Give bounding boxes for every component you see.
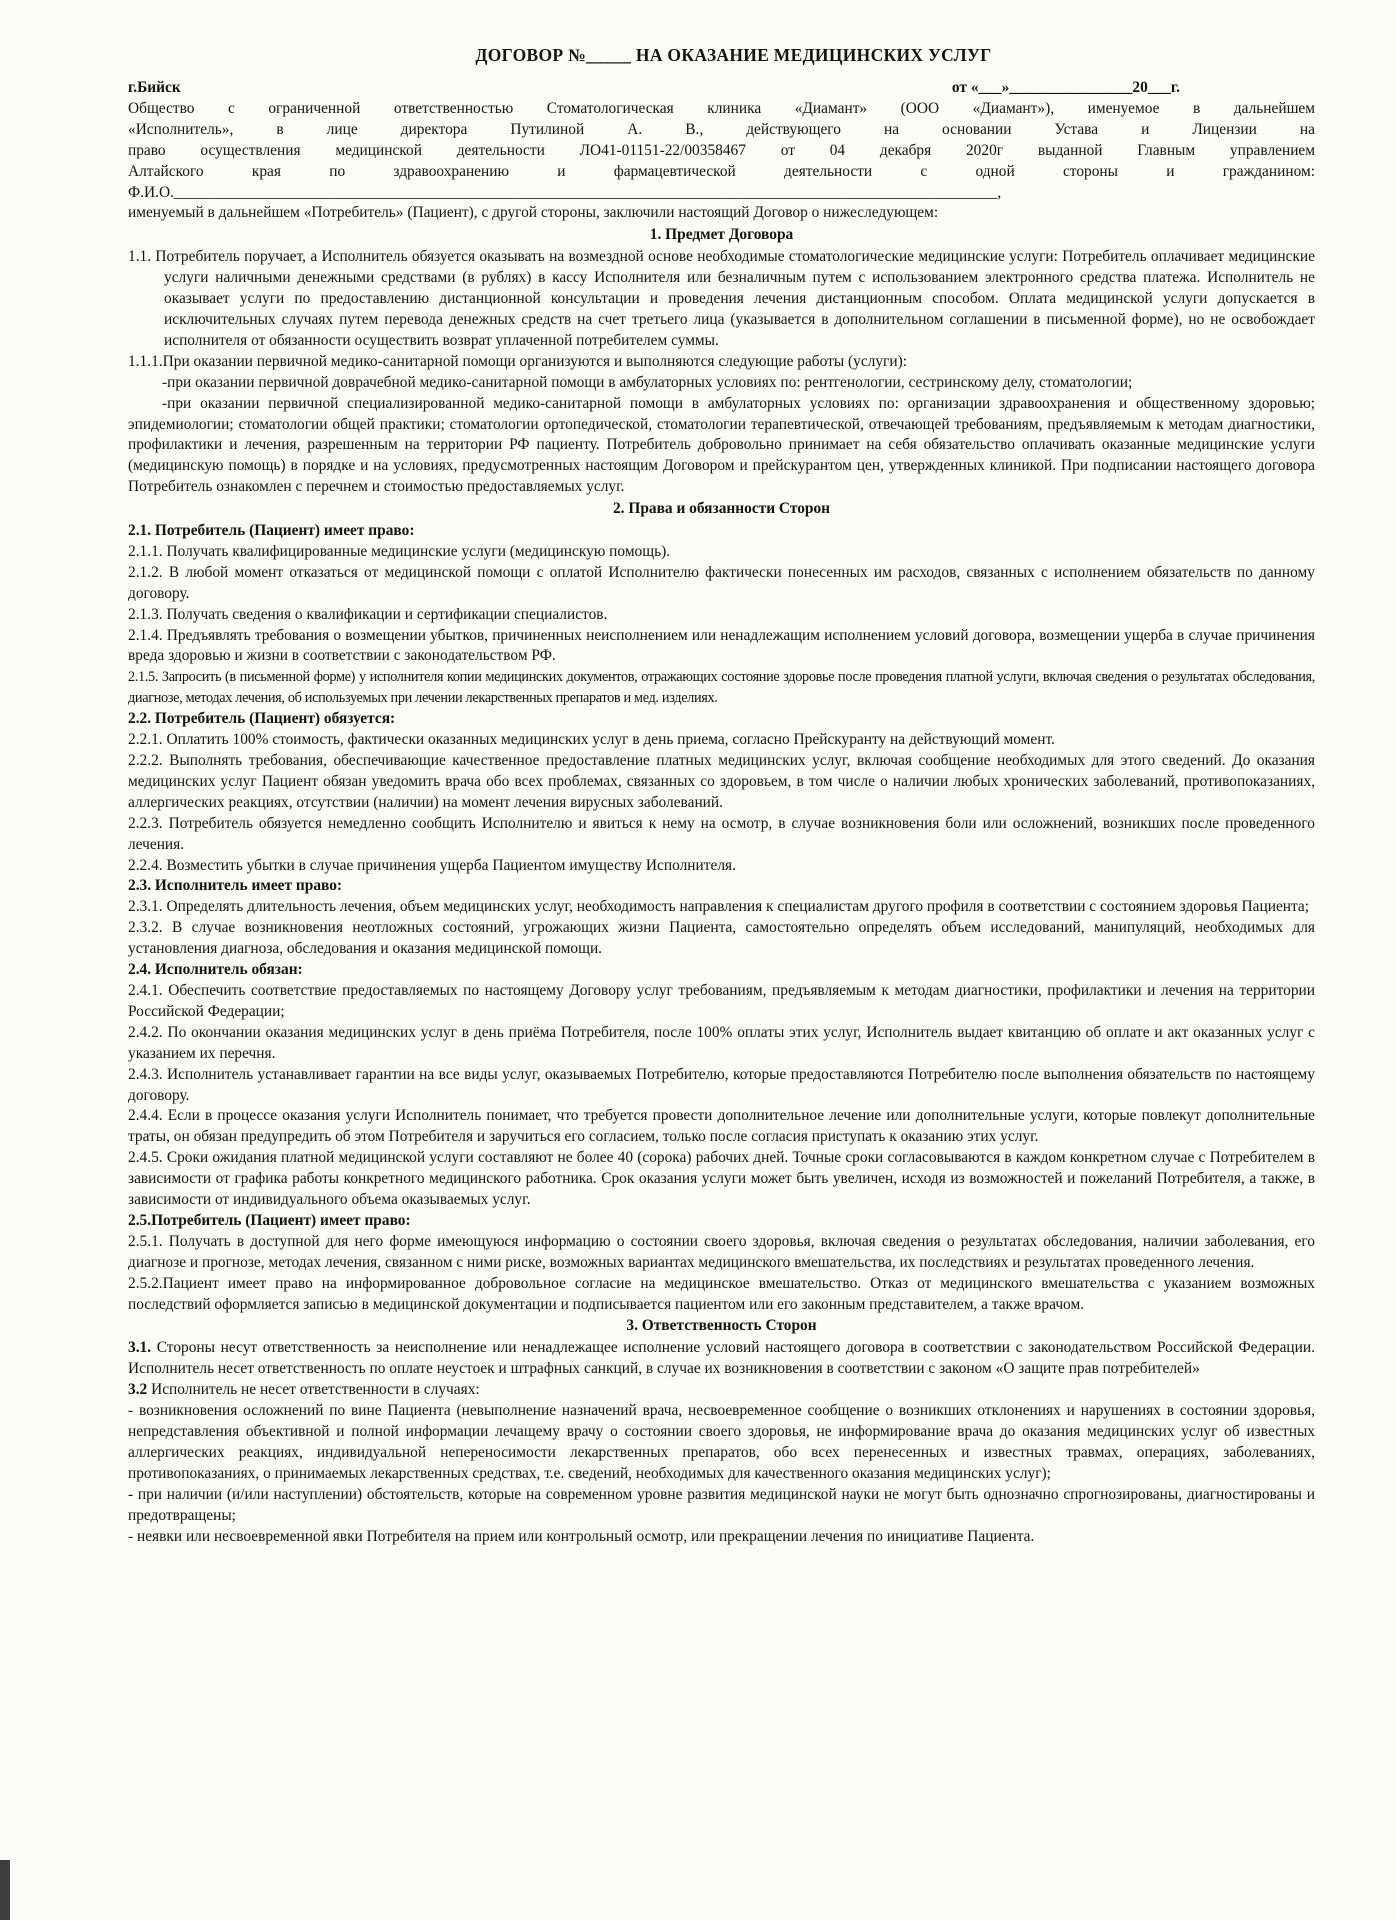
parties-line-6: именуемый в дальнейшем «Потребитель» (Пациент), с другой стороны, заключили настоящий Договор о нижеследующем:	[128, 204, 939, 222]
clause-2-5-1: 2.5.1. Получать в доступной для него форме имеющуюся информацию о состоянии своего здоровья, включая сведения о результатах обследования, наличии заболевания, его диагнозе и прогнозе, методах лечения, связанном с ними риске, возможных вариантах медицинского вмешательства, их последствиях и результатах проведенного лечения.	[128, 1232, 1315, 1271]
clause-2-4-1: 2.4.1. Обеспечить соответствие предоставляемых по настоящему Договору услуг требованиям, предъявляемым к методам диагностики, профилактики и лечения на территории Российской Федерации;	[128, 981, 1315, 1020]
clause-2-4-5: 2.4.5. Сроки ожидания платной медицинской услуги составляют не более 40 (сорока) рабочих дней. Точные сроки согласовываются в каждом конкретном случае с Потребителем в зависимости от графика работы конкретного медицинского работника. Срок оказания услуги может быть увеличен, исходя из возможностей и пожеланий Потребителя, а также, в зависимости от индивидуального объема оказываемых услуг.	[128, 1149, 1315, 1209]
clause-3-2-dash-3: - неявки или несвоевременной явки Потребителя на прием или контрольный осмотр, или прекращении лечения по инициативе Пациента.	[128, 1527, 1035, 1545]
clause-3-2-text: Исполнитель не несет ответственности в случаях:	[147, 1381, 480, 1399]
section-1-title: 1. Предмет Договора	[649, 226, 794, 244]
city: г.Бийск	[128, 79, 181, 96]
clause-2-1-3: 2.1.3. Получать сведения о квалификации и сертификации специалистов.	[128, 605, 608, 623]
clause-3-2	[128, 1380, 1315, 1401]
clause-2-4-4: 2.4.4. Если в процессе оказания услуги Исполнитель понимает, что требуется провести дополнительное лечение или дополнительные услуги, которые повлекут дополнительные траты, он обязан предупредить об этом Потребителя и заручиться его согласием, только после согласия приступать к оказанию этих услуг.	[128, 1107, 1315, 1146]
clause-2-1-1: 2.1.1. Получать квалифицированные медицинские услуги (медицинскую помощь).	[128, 542, 671, 560]
contract-body	[128, 44, 1315, 1547]
clause-3-1-text: Стороны несут ответственность за неисполнение или ненадлежащее исполнение условий настоящего договора в соответствии с законодательством Российской Федерации. Исполнитель несет ответственность по оплате неустоек и штрафных санкций, в случае их возникновения в соответствии с законом «О защите прав потребителей»	[128, 1339, 1315, 1378]
clause-2-2-1: 2.2.1. Оплатить 100% стоимость, фактически оказанных медицинских услуг в день приема, согласно Прейскуранту на действующий момент.	[128, 731, 1055, 749]
document-title: ДОГОВОР №_____ НА ОКАЗАНИЕ МЕДИЦИНСКИХ УСЛУГ	[475, 45, 992, 65]
parties-line-3: право осуществления медицинской деятельности ЛО41-01151-22/00358467 от 04 декабря 2020г выданной Главным управлением	[128, 141, 1315, 159]
clause-2-1-4: 2.1.4. Предъявлять требования о возмещении убытков, причиненных неисполнением или ненадлежащим исполнением условий договора, возмещении ущерба в случае причинения вреда здоровью и жизни в соответствии с законодательством РФ.	[128, 626, 1315, 665]
clause-2-4-2: 2.4.2. По окончании оказания медицинских услуг в день приёма Потребителя, после 100% оплаты этих услуг, Исполнитель выдает квитанцию об оплате и акт оказанных услуг с указанием их перечня.	[128, 1023, 1315, 1062]
subsection-2-3: 2.3. Исполнитель имеет право:	[128, 877, 343, 895]
scan-shadow	[0, 1860, 10, 1920]
clause-3-2-dash-1: - возникновения осложнений по вине Пациента (невыполнение назначений врача, несвоевременное сообщение о возникших отклонениях и нарушениях в состоянии здоровья, непредставления объективной и полной информации лечащему врачу о состоянии своего здоровья, не информирование врача до оказания медицинских услуг об известных аллергических реакциях, индивидуальной непереносимости лекарственных препаратов, обо всех перенесенных и известных травмах, операциях, заболеваниях, противопоказаниях, о принимаемых лекарственных средствах, т.е. сведений, необходимых для качественного оказания медицинских услуг);	[128, 1402, 1315, 1482]
clause-3-1	[128, 1338, 1315, 1380]
clause-2-2-2: 2.2.2. Выполнять требования, обеспечивающие качественное предоставление платных медицинских услуг, включая сообщение необходимых для этого сведений. До оказания медицинских услуг Пациент обязан уведомить врача обо всех проблемах, связанных со здоровьем, в том числе о наличии любых хронических заболеваний, противопоказаниях, аллергических реакциях, отсутствии (наличии) на момент лечения вирусных заболеваний.	[128, 752, 1315, 811]
subsection-2-2: 2.2. Потребитель (Пациент) обязуется:	[128, 710, 396, 728]
subsection-2-5: 2.5.Потребитель (Пациент) имеет право:	[128, 1211, 411, 1229]
patient-name-line: Ф.И.О.___________________________________________________________________________________________________________,	[128, 183, 1002, 201]
clause-2-3-1: 2.3.1. Определять длительность лечения, объем медицинских услуг, необходимость направления к специалистам другого профиля в соответствии с состоянием здоровья Пациента;	[128, 898, 1310, 916]
section-2-title: 2. Права и обязанности Сторон	[612, 500, 831, 518]
clause-1-1: 1.1. Потребитель поручает, а Исполнитель обязуется оказывать на возмездной основе необходимые стоматологические медицинские услуги: Потребитель оплачивает медицинские услуги наличными денежными средствами (в рублях) в кассу Исполнителя или безналичным путем с использованием электронного средства платежа. Исполнитель не оказывает услуги по предоставлению дистанционной консультации и проведения лечения дистанционным способом. Оплата медицинской услуги допускается в исключительных случаях путем перевода денежных средств на счет третьего лица (указывается в дополнительном соглашении в письменной форме), но не освобождает исполнителя от обязанности осуществить возврат уплаченной потребителем суммы.	[128, 248, 1315, 349]
clause-2-1-2: 2.1.2. В любой момент отказаться от медицинской помощи с оплатой Исполнителю фактически понесенных им расходов, связанных с исполнением обязательств по данному договору.	[128, 563, 1315, 602]
clause-3-2-dash-2: - при наличии (и/или наступлении) обстоятельств, которые на современном уровне развития медицинской науки не могут быть однозначно спрогнозированы, диагностированы и предотвращены;	[128, 1485, 1315, 1524]
parties-line-1: Общество с ограниченной ответственностью Стоматологическая клиника «Диамант» (ООО «Диамант»), именуемое в дальнейшем	[128, 99, 1315, 117]
subsection-2-1: 2.1. Потребитель (Пациент) имеет право:	[128, 522, 415, 540]
clause-2-1-5: 2.1.5. Запросить (в письменной форме) у исполнителя копии медицинских документов, отражающих состояние здоровье после проведения платной услуги, включая сведения о результатах обследования, диагнозе, методах лечения, об используемых при лечении лекарственных препаратов и мед. изделиях.	[128, 669, 1315, 707]
clause-3-2-number: 3.2	[128, 1381, 148, 1399]
clause-2-2-4: 2.2.4. Возместить убытки в случае причинения ущерба Пациентом имуществу Исполнителя.	[128, 856, 736, 874]
city-date-row	[128, 78, 1315, 99]
clause-2-4-3: 2.4.3. Исполнитель устанавливает гарантии на все виды услуг, оказываемых Потребителю, которые предоставляются Потребителю после выполнения обязательств по настоящему договору.	[128, 1065, 1315, 1104]
clause-2-3-2: 2.3.2. В случае возникновения неотложных состояний, угрожающих жизни Пациента, самостоятельно определять объем исследований, манипуляций, необходимых для установления диагноза, обследования и оказания медицинской помощи.	[128, 919, 1315, 958]
clause-2-5-2: 2.5.2.Пациент имеет право на информированное добровольное согласие на медицинское вмешательство. Отказ от медицинского вмешательства с указанием возможных последствий оформляется записью в медицинской документации и подписывается пациентом или его законным представителем, а также врачом.	[128, 1274, 1315, 1313]
clause-2-2-3: 2.2.3. Потребитель обязуется немедленно сообщить Исполнителю и явиться к нему на осмотр, в случае возникновения боли или осложнений, возникших после проведенного лечения.	[128, 814, 1315, 853]
clause-dash-2: -при оказании первичной специализированной медико-санитарной помощи в амбулаторных условиях по: организации здравоохранения и общественному здоровью; эпидемиологии; стоматологии общей практики; стоматологии ортопедической, стоматологии терапевтической, отвечающей требованиям, предъявляемым к методам диагностики, профилактики и лечения, разрешенным на территории РФ пациенту. Потребитель добровольно принимает на себя обязательство оплачивать оказанные медицинские услуги (медицинскую помощь) в порядке и на условиях, предусмотренных настоящим Договором и прейскурантом цен, утвержденных клиникой. При подписании настоящего договора Потребитель ознакомлен с перечнем и стоимостью предоставляемых услуг.	[128, 394, 1315, 496]
clause-3-1-number: 3.1.	[128, 1339, 152, 1357]
parties-line-4: Алтайского края по здравоохранению и фармацевтической деятельности с одной стороны и гражданином:	[128, 162, 1315, 180]
clause-dash-1: -при оказании первичной доврачебной медико-санитарной помощи в амбулаторных условиях по: рентгенологии, сестринскому делу, стоматологии;	[162, 373, 1133, 391]
clause-1-1-1: 1.1.1.При оказании первичной медико-санитарной помощи организуются и выполняются следующие работы (услуги):	[128, 352, 907, 370]
section-3-title: 3. Ответственность Сторон	[626, 1317, 817, 1335]
parties-line-2: «Исполнитель», в лице директора Путилиной А. В., действующего на основании Устава и Лицензии на	[128, 120, 1315, 138]
contract-date: от «___»________________20___г.	[951, 79, 1180, 96]
subsection-2-4: 2.4. Исполнитель обязан:	[128, 961, 303, 979]
